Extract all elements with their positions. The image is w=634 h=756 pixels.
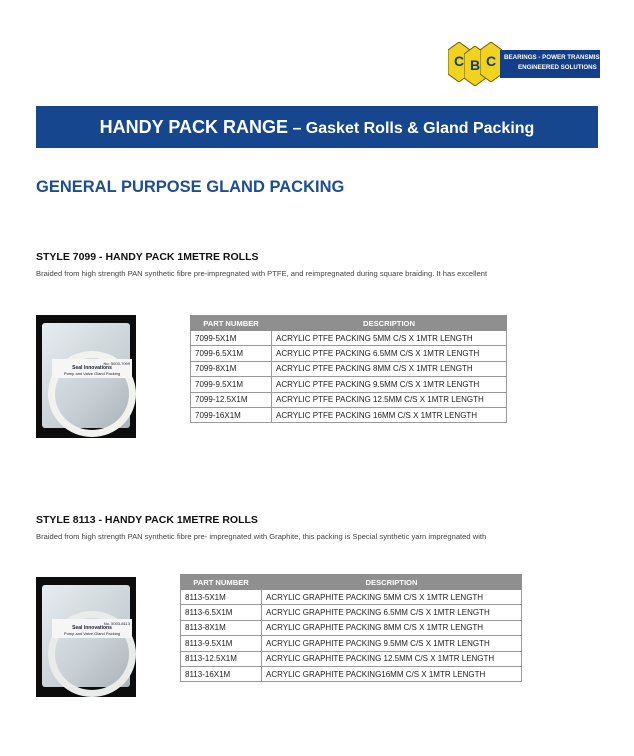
table-row: 8113-6.5X1M ACRYLIC GRAPHITE PACKING 6.5MM C/S X 1MTR LENGTH xyxy=(181,605,522,620)
style-7099-description: Braided from high strength PAN synthetic fibre pre-impregnated with PTFE, and reimpregnated during square braiding. It has excellent xyxy=(36,269,488,278)
logo-hex-1: C xyxy=(448,42,470,82)
package-label: No. 5003-8113 Seal Innovations Pump and Valve Gland Packing xyxy=(52,619,132,638)
table-row: 8113-5X1M ACRYLIC GRAPHITE PACKING 5MM C/S X 1MTR LENGTH xyxy=(181,590,522,605)
logo-hex-3: C xyxy=(480,42,502,82)
col-part-number: PART NUMBER xyxy=(191,316,272,331)
section-heading: GENERAL PURPOSE GLAND PACKING xyxy=(36,178,345,196)
table-row: 7099-5X1M ACRYLIC PTFE PACKING 5MM C/S X 1MTR LENGTH xyxy=(191,331,507,346)
logo-tagline-1: BEARINGS - POWER TRANSMISSION xyxy=(504,54,615,61)
table-row: 8113-8X1M ACRYLIC GRAPHITE PACKING 8MM C/S X 1MTR LENGTH xyxy=(181,620,522,635)
table-row: 7099-8X1M ACRYLIC PTFE PACKING 8MM C/S X 1MTR LENGTH xyxy=(191,361,507,376)
range-banner xyxy=(36,106,598,148)
logo-tagline-2: ENGINEERED SOLUTIONS xyxy=(518,64,597,71)
table-row: 8113-16X1M ACRYLIC GRAPHITE PACKING16MM C/S X 1MTR LENGTH xyxy=(181,666,522,681)
logo-tagline-bar xyxy=(500,50,615,78)
table-row: 8113-12.5X1M ACRYLIC GRAPHITE PACKING 12.5MM C/S X 1MTR LENGTH xyxy=(181,651,522,666)
table-row: 7099-6.5X1M ACRYLIC PTFE PACKING 6.5MM C/S X 1MTR LENGTH xyxy=(191,346,507,361)
style-8113-table xyxy=(180,574,522,682)
style-7099-title: STYLE 7099 - HANDY PACK 1METRE ROLLS xyxy=(36,251,259,263)
col-part-number: PART NUMBER xyxy=(181,575,262,590)
table-row: 7099-9.5X1M ACRYLIC PTFE PACKING 9.5MM C/S X 1MTR LENGTH xyxy=(191,377,507,392)
col-description: DESCRIPTION xyxy=(272,316,507,331)
product-photo-7099 xyxy=(36,315,136,438)
banner-subtitle: – Gasket Rolls & Gland Packing xyxy=(288,120,535,137)
company-logo xyxy=(448,42,615,86)
table-row: 7099-12.5X1M ACRYLIC PTFE PACKING 12.5MM C/S X 1MTR LENGTH xyxy=(191,392,507,407)
style-8113-description: Braided from high strength PAN synthetic fibre pre- impregnated with Graphite, this packing is Special synthetic yarn impregnated with xyxy=(36,532,487,541)
style-8113-title: STYLE 8113 - HANDY PACK 1METRE ROLLS xyxy=(36,514,258,526)
package-label: No. 5003-7099 Seal Innovations Pump and Valve Gland Packing xyxy=(52,359,132,378)
col-description: DESCRIPTION xyxy=(262,575,522,590)
logo-hex-2: B xyxy=(464,46,486,86)
table-row: 7099-16X1M ACRYLIC PTFE PACKING 16MM C/S X 1MTR LENGTH xyxy=(191,407,507,422)
product-photo-8113 xyxy=(36,577,136,697)
style-7099-table xyxy=(190,315,507,423)
table-row: 8113-9.5X1M ACRYLIC GRAPHITE PACKING 9.5MM C/S X 1MTR LENGTH xyxy=(181,636,522,651)
banner-title: HANDY PACK RANGE xyxy=(99,117,289,137)
